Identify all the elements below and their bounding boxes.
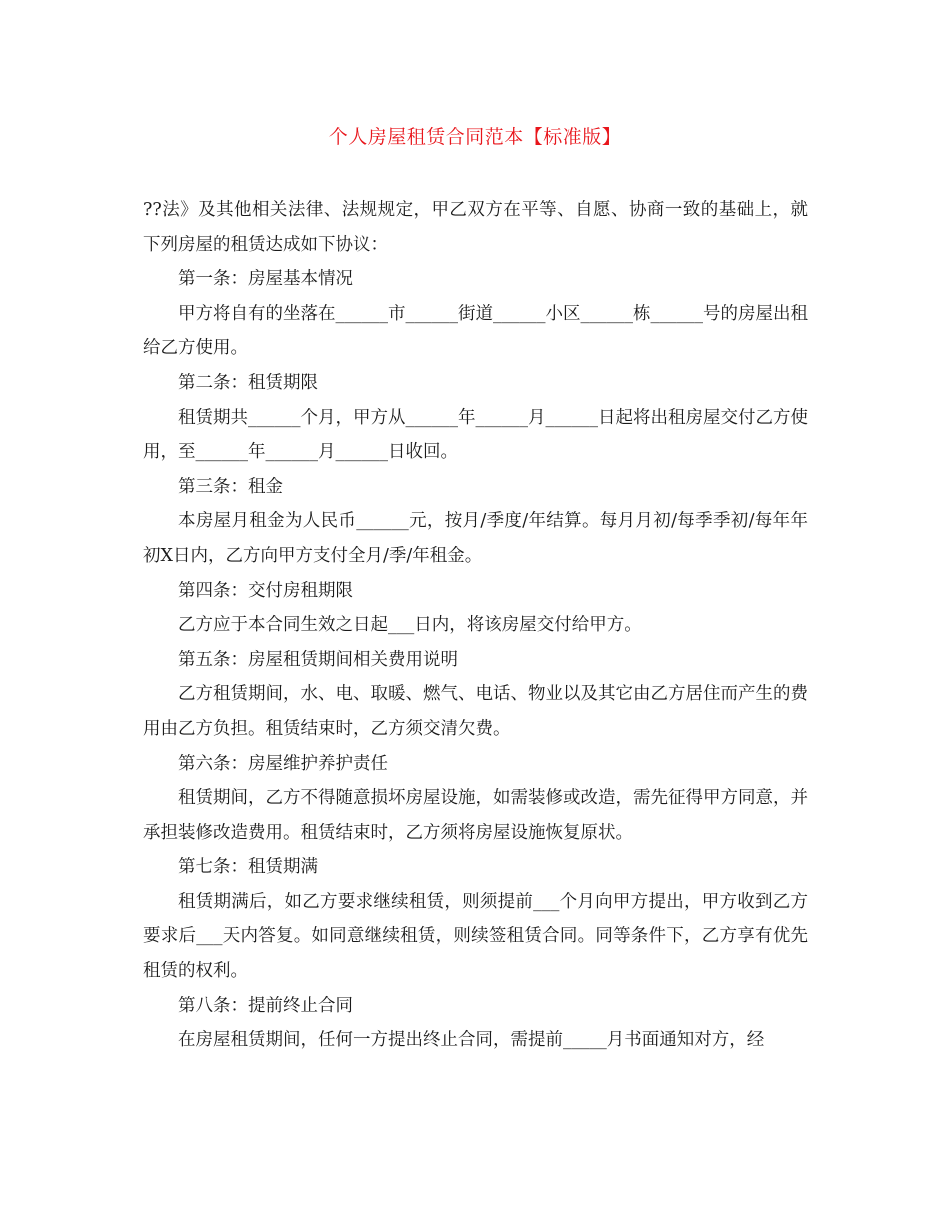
article-2-text: 租赁期共______个月，甲方从______年______月______日起将出租房屋交付乙方使用，至______年______月______日收回。 <box>143 407 808 463</box>
document-body <box>143 193 808 1058</box>
article-3-text: 本房屋月租金为人民币______元，按月/季度/年结算。每月月初/每季季初/每年年初X日内，乙方向甲方支付全月/季/年租金。 <box>143 511 808 566</box>
article-5-heading: 第五条：房屋租赁期间相关费用说明 <box>178 649 458 670</box>
article-6-text: 租赁期间，乙方不得随意损坏房屋设施，如需装修或改造，需先征得甲方同意，并承担装修改造费用。租赁结束时，乙方须将房屋设施恢复原状。 <box>143 788 808 843</box>
article-8-heading: 第八条：提前终止合同 <box>178 995 353 1016</box>
article-1-text: 甲方将自有的坐落在______市______街道______小区______栋______号的房屋出租给乙方使用。 <box>143 303 808 359</box>
article-4-heading: 第四条：交付房租期限 <box>178 580 353 601</box>
article-7-heading: 第七条：租赁期满 <box>178 857 318 878</box>
article-3-heading: 第三条：租金 <box>178 476 283 497</box>
paragraph-intro: ??法》及其他相关法律、法规规定，甲乙双方在平等、自愿、协商一致的基础上，就下列房屋的租赁达成如下协议： <box>143 200 808 255</box>
article-5-text: 乙方租赁期间，水、电、取暖、燃气、电话、物业以及其它由乙方居住而产生的费用由乙方负担。租赁结束时，乙方须交清欠费。 <box>143 684 808 739</box>
article-4-text: 乙方应于本合同生效之日起___日内，将该房屋交付给甲方。 <box>178 615 642 636</box>
document-title: 个人房屋租赁合同范本【标准版】 <box>328 126 622 148</box>
article-7-text: 租赁期满后，如乙方要求继续租赁，则须提前___个月向甲方提出，甲方收到乙方要求后___天内答复。如同意继续租赁，则续签租赁合同。同等条件下，乙方享有优先租赁的权利。 <box>143 891 808 982</box>
article-8-text: 在房屋租赁期间，任何一方提出终止合同，需提前_____月书面通知对方，经 <box>178 1030 765 1051</box>
article-1-heading: 第一条：房屋基本情况 <box>178 269 353 290</box>
article-6-heading: 第六条：房屋维护养护责任 <box>178 753 388 774</box>
article-2-heading: 第二条：租赁期限 <box>178 372 318 393</box>
